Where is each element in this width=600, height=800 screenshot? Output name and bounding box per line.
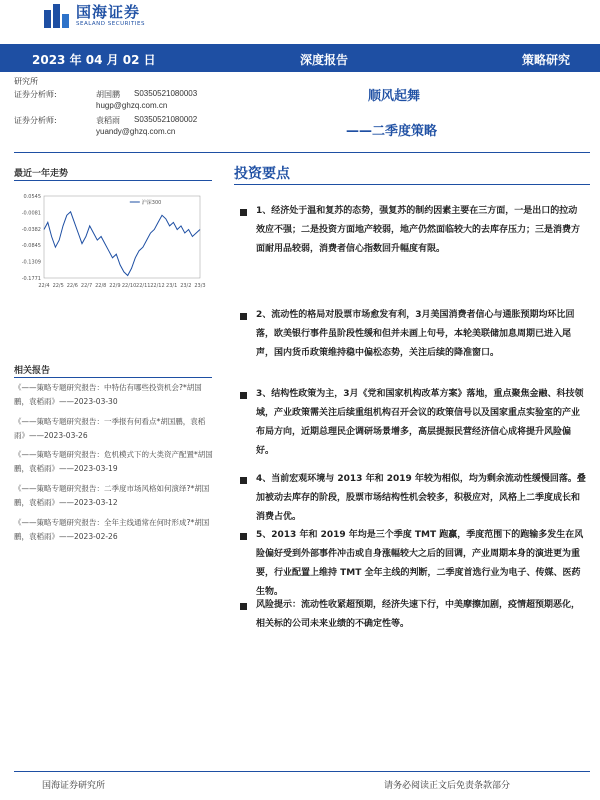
bullet-icon	[240, 392, 247, 399]
investment-point-5: 5、2013 年和 2019 年均是三个季度 TMT 跑赢，季度范围下的跑输多发生在风险偏好受到外部事件冲击或自身涨幅较大之后的回调，产业周期本身的演进更为重要，行业配置上维持 TMT 全年主线的判断，二季度首选行业为电子、传媒、医药生物。	[256, 530, 584, 597]
x-tick-label: 22/12	[150, 283, 165, 289]
investment-heading: 投资要点	[234, 166, 290, 182]
company-logo	[44, 2, 145, 30]
x-tick-label: 23/3	[194, 283, 206, 289]
investment-point-2: 2、流动性的格局对股票市场愈发有利，3月美国消费者信心与通胀预期均环比回落，欧美银行事件虽阶段性缓和但并未画上句号，本轮美联储加息周期已进入尾声，国内货币政策维持稳中偏松态势，关注后续的降准窗口。	[256, 310, 575, 358]
related-heading: 相关报告	[14, 366, 51, 376]
x-tick-label: 22/11	[136, 283, 151, 289]
report-type: 策略研究	[522, 53, 571, 67]
x-tick-label: 22/10	[121, 283, 137, 289]
institute-label: 研究所	[14, 77, 38, 86]
x-tick-label: 22/5	[52, 283, 64, 289]
analyst-license: S0350521080003	[134, 89, 198, 98]
footer-divider	[14, 771, 590, 772]
bullet-icon	[240, 603, 247, 610]
investment-point-3: 3、结构性政策为主，3月《党和国家机构改革方案》落地，重点聚焦金融、科技领域，产业政策需关注后续重组机构召开会议的政策信号以及国家重点实验室的产业布局方向，近期总理民企调研场景增多，高层提振民营经济信心成将提升风险偏好。	[256, 389, 584, 456]
x-tick-label: 23/1	[166, 283, 178, 289]
y-tick-label: -0.1309	[21, 259, 41, 266]
related-divider	[14, 377, 212, 378]
analyst-name: 袁稻雨	[96, 116, 120, 125]
report-category: 深度报告	[300, 53, 349, 67]
bullet-icon	[240, 477, 247, 484]
related-report-2[interactable]: 《——策略专题研究报告：一季报有何看点*胡国鹏，袁稻雨》——2023-03-26	[14, 417, 206, 440]
series-line-hs300	[44, 212, 200, 276]
x-tick-label: 22/4	[38, 283, 50, 289]
x-tick-label: 23/2	[180, 283, 192, 289]
analyst-row-1	[14, 89, 57, 100]
analyst-email[interactable]: hugp@ghzq.com.cn	[96, 101, 168, 110]
report-date: 2023 年 04 月 02 日	[32, 53, 156, 67]
x-tick-label: 22/8	[95, 283, 107, 289]
y-tick-label: -0.0845	[21, 243, 41, 250]
x-tick-label: 22/7	[80, 283, 93, 289]
chart-frame	[44, 196, 200, 278]
analyst-email[interactable]: yuandy@ghzq.com.cn	[96, 127, 176, 136]
y-tick-label: -0.0081	[21, 210, 41, 217]
x-tick-label: 22/9	[109, 283, 121, 289]
analyst-license: S0350521080002	[134, 115, 198, 124]
report-title: 顺风起舞	[368, 89, 421, 104]
bullet-icon	[240, 209, 247, 216]
analyst-role: 证券分析师:	[14, 90, 57, 99]
bullet-icon	[240, 313, 247, 320]
footer-institute: 国海证券研究所	[42, 781, 106, 791]
logo-name-cn: 国海证券	[76, 2, 141, 21]
investment-point-4: 4、当前宏观环境与 2013 年和 2019 年较为相似，均为剩余流动性缓慢回落。叠加被动去库存的阶段，股票市场结构性机会较多，积极应对，风格上二季度成长和消费占优。	[256, 474, 586, 522]
footer-disclaimer	[384, 778, 510, 791]
x-tick-label: 22/6	[66, 283, 78, 289]
related-report-5[interactable]: 《——策略专题研究报告：全年主线通常在何时形成?*胡国鹏，袁稻雨》——2023-02-26	[14, 518, 210, 541]
title-divider	[14, 152, 590, 153]
related-report-1[interactable]: 《——策略专题研究报告：中特估有哪些投资机会?*胡国鹏，袁稻雨》——2023-03-30	[14, 383, 202, 406]
header-banner	[0, 44, 600, 72]
analyst-role: 证券分析师:	[14, 116, 57, 125]
footer-disclaimer-text: 请务必阅读正文后免责条款部分	[384, 781, 511, 791]
analyst-name: 胡国鹏	[96, 90, 120, 99]
risk-warning: 风险提示：流动性收紧超预期，经济失速下行，中美摩擦加剧，疫情超预期恶化，相关标的公司未来业绩的不确定性等。	[256, 600, 581, 629]
trend-chart-svg	[14, 182, 214, 302]
trend-heading: 最近一年走势	[14, 169, 69, 179]
analyst-row-2	[14, 115, 57, 126]
bullet-icon	[240, 533, 247, 540]
y-tick-label: -0.1771	[21, 276, 41, 282]
logo-mark-icon	[44, 4, 70, 28]
trend-divider	[14, 180, 212, 181]
investment-point-1: 1、经济处于温和复苏的态势，强复苏的制约因素主要在三方面，一是出口的拉动效应不强；二是投资方面地产较弱，地产仍然面临较大的去库存压力；三是消费方面耐用品较弱，消费者信心指数回升幅度有限。	[256, 206, 581, 254]
legend-label: 沪深300	[141, 200, 162, 206]
trend-chart	[14, 182, 214, 302]
logo-name-en: SEALAND SECURITIES	[76, 20, 146, 27]
related-report-4[interactable]: 《——策略专题研究报告：二季度市场风格如何演绎?*胡国鹏，袁稻雨》——2023-03-12	[14, 484, 210, 507]
y-tick-label: 0.0545	[23, 194, 41, 200]
report-subtitle: ——二季度策略	[346, 124, 438, 139]
investment-divider	[234, 184, 590, 185]
related-report-3[interactable]: 《——策略专题研究报告：危机模式下的大类资产配置*胡国鹏，袁稻雨》——2023-03-19	[14, 450, 213, 473]
y-tick-label: -0.0382	[21, 226, 41, 233]
